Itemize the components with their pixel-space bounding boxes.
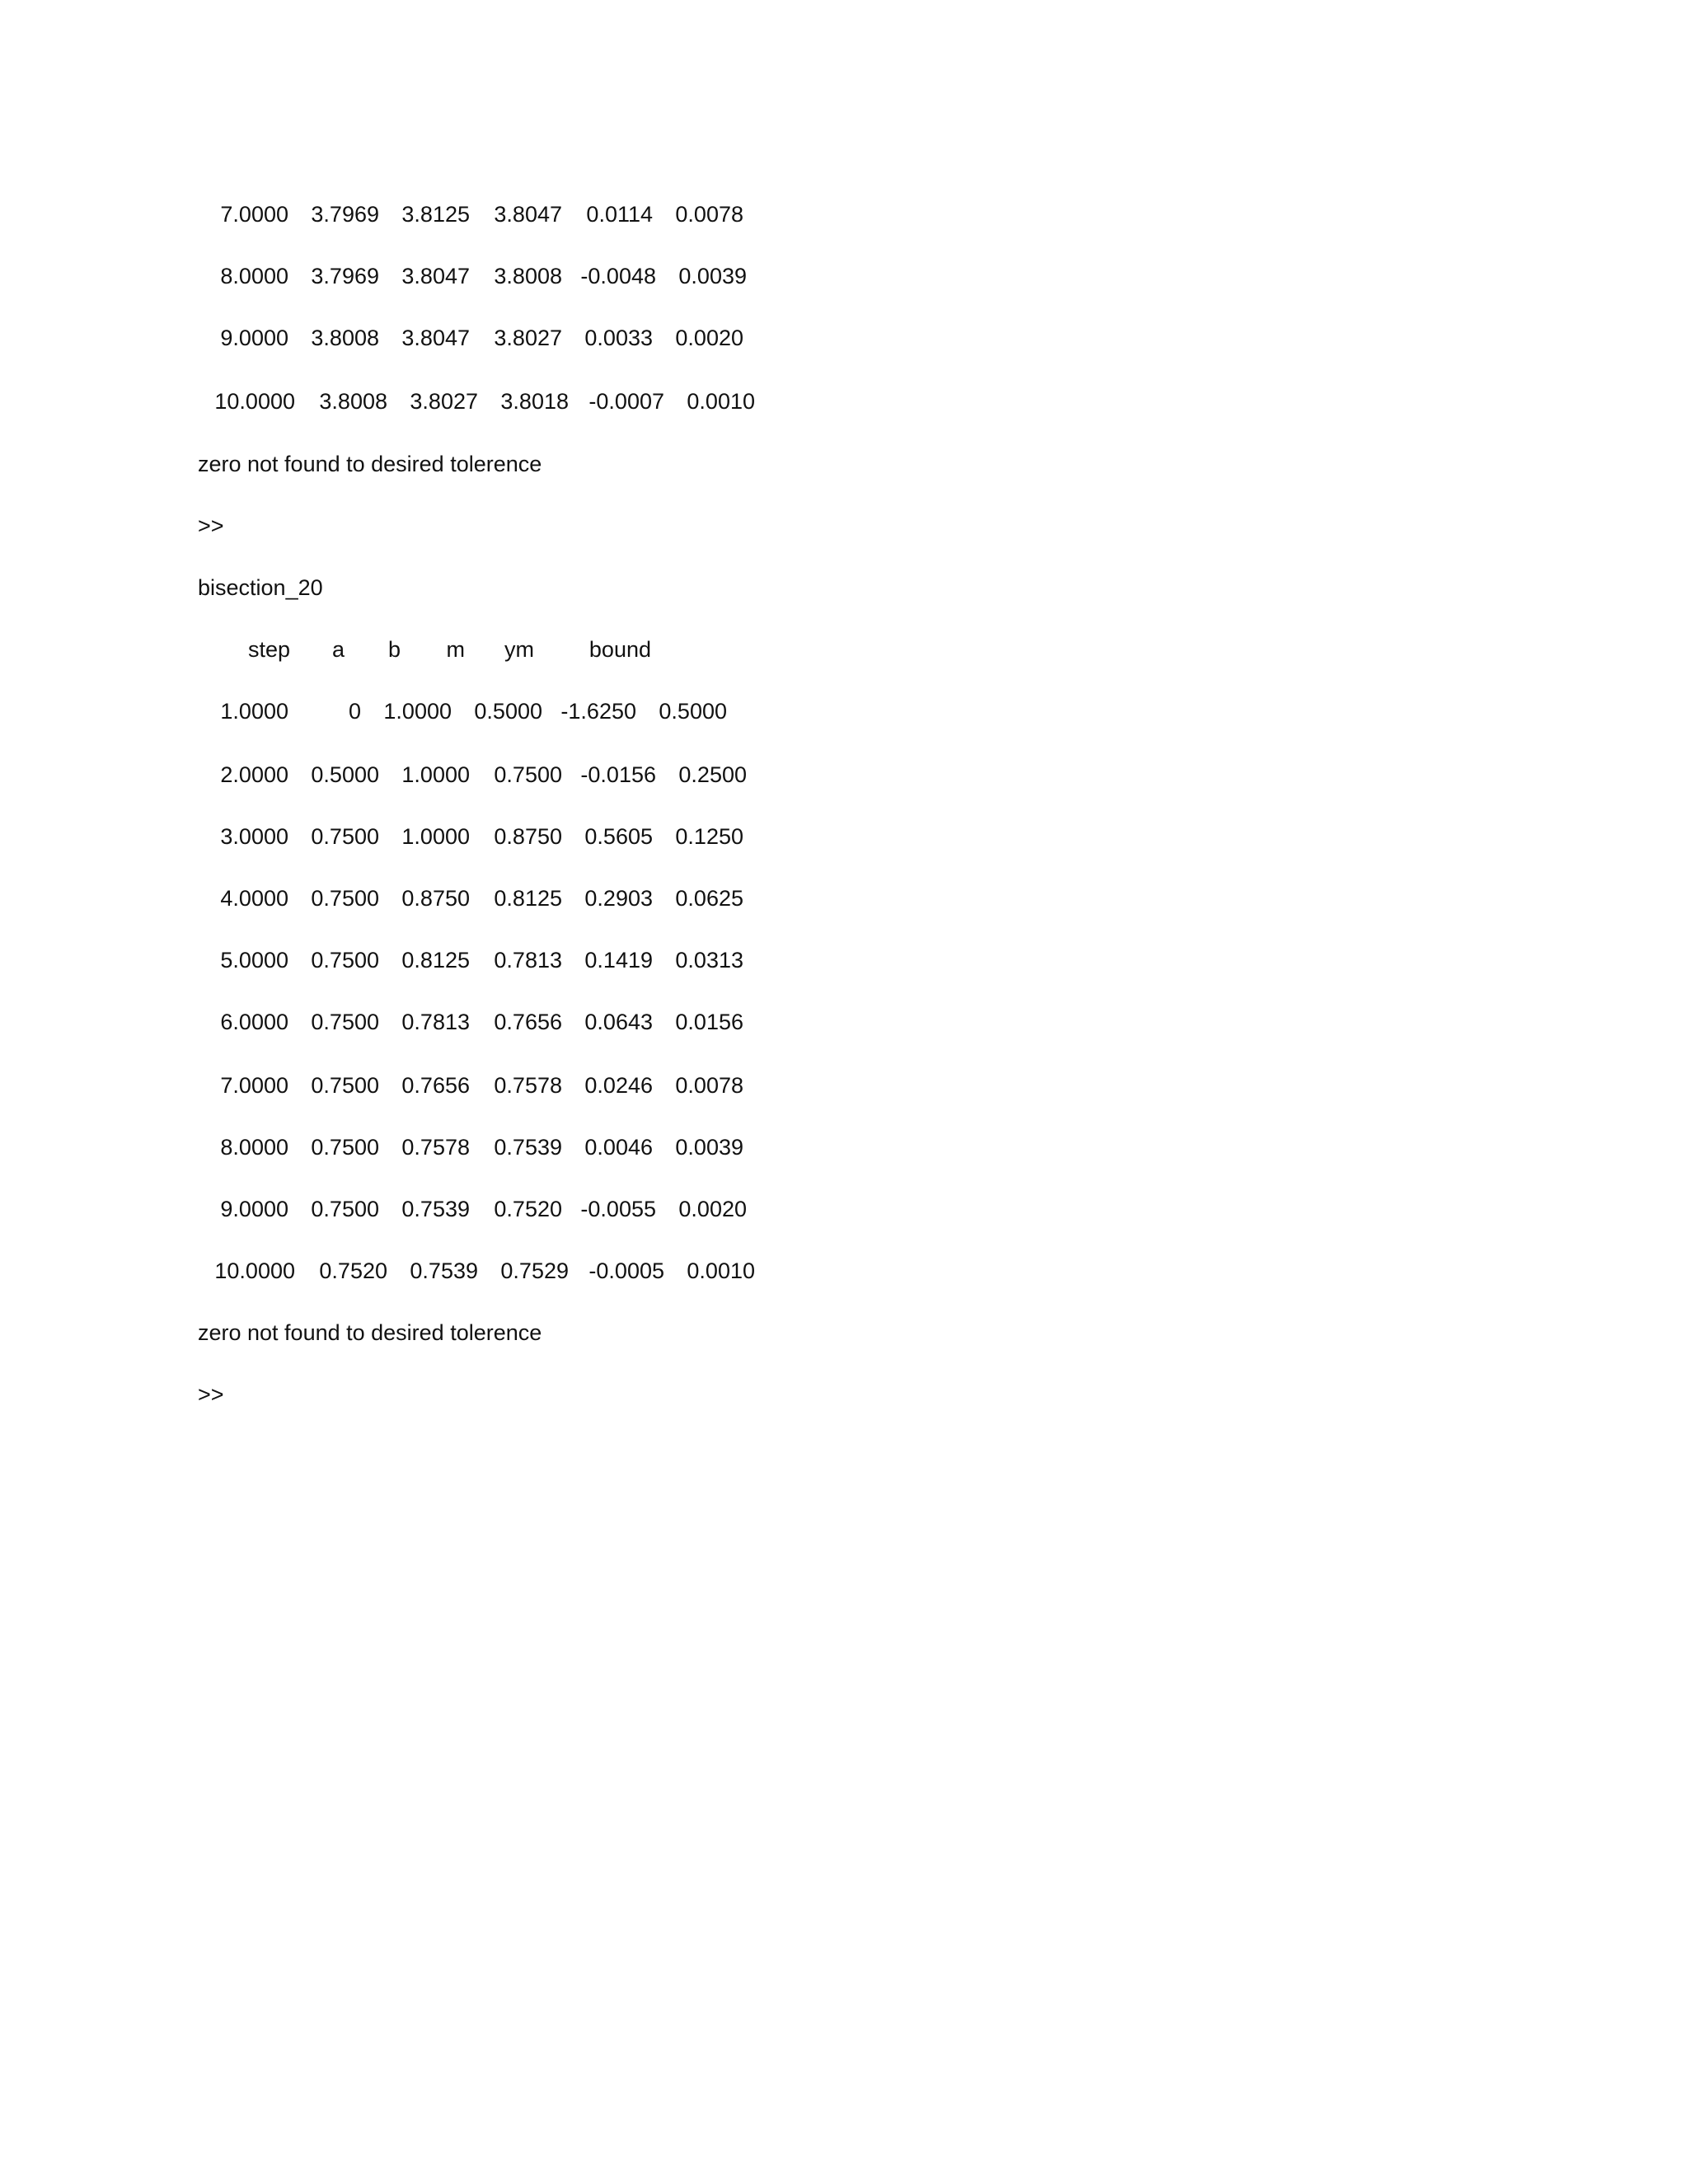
table-cell: 0.0020 — [678, 1197, 747, 1221]
table-header — [198, 633, 651, 666]
column-header: a — [331, 637, 345, 662]
table-cell: 0.0156 — [675, 1010, 743, 1034]
table-cell: 0.0313 — [675, 948, 743, 972]
table-cell: 0.7813 — [494, 948, 562, 972]
table-cell: 0.1419 — [584, 948, 653, 972]
table-cell: 8.0000 — [220, 264, 288, 288]
table-cell: 0.7529 — [500, 1258, 569, 1283]
table-cell: 0.0039 — [675, 1135, 743, 1160]
table-row — [198, 1069, 743, 1102]
table-cell: 0.0625 — [675, 886, 743, 911]
table-cell: 0.5000 — [311, 762, 379, 787]
table-cell: 0.0046 — [584, 1135, 653, 1160]
table-cell: -0.0007 — [588, 389, 664, 414]
table-cell: 0.7500 — [311, 1197, 379, 1221]
table-cell: 9.0000 — [220, 326, 288, 350]
prompt-text: >> — [198, 513, 224, 538]
table-cell: 1.0000 — [383, 699, 452, 724]
table-cell: 0.5605 — [584, 824, 653, 849]
table-row — [198, 321, 743, 354]
table-cell: 3.0000 — [220, 824, 288, 849]
column-header: ym — [504, 637, 534, 662]
table-cell: -0.0055 — [580, 1197, 656, 1221]
table-cell: 0 — [348, 699, 361, 724]
column-header: b — [387, 637, 401, 662]
table-cell: 0.2500 — [678, 762, 747, 787]
table-cell: 3.8047 — [494, 202, 562, 227]
table-cell: 1.0000 — [401, 824, 470, 849]
table-cell: 0.7539 — [494, 1135, 562, 1160]
table-cell: 0.0010 — [687, 389, 755, 414]
table-cell: 3.7969 — [311, 202, 379, 227]
table-cell: 2.0000 — [220, 762, 288, 787]
table-cell: 1.0000 — [220, 699, 288, 724]
table-row — [198, 260, 747, 293]
table-cell: 0.7520 — [319, 1258, 387, 1283]
column-header: step — [247, 637, 290, 662]
table-row — [198, 820, 743, 853]
table-cell: 0.0114 — [586, 202, 653, 227]
table-cell: 3.8047 — [401, 326, 470, 350]
column-header: bound — [588, 637, 651, 662]
table-row — [198, 695, 727, 728]
table-row — [198, 1193, 747, 1226]
table-cell: 1.0000 — [401, 762, 470, 787]
table-cell: 0.8750 — [494, 824, 562, 849]
table-cell: 0.7500 — [494, 762, 562, 787]
command-prompt — [198, 1378, 223, 1411]
table-cell: 0.7520 — [494, 1197, 562, 1221]
table-cell: 0.8750 — [401, 886, 470, 911]
table-row — [198, 385, 755, 418]
status-message — [198, 1316, 542, 1349]
table-cell: 0.7539 — [410, 1258, 478, 1283]
table-cell: 0.0078 — [675, 1073, 743, 1098]
table-cell: -0.0156 — [580, 762, 656, 787]
command-text: bisection_20 — [198, 575, 323, 600]
table-cell: 0.7656 — [494, 1010, 562, 1034]
table-cell: 0.0078 — [675, 202, 743, 227]
table-cell: 0.7500 — [311, 1073, 379, 1098]
table-cell: 7.0000 — [220, 202, 288, 227]
table-row — [198, 944, 743, 977]
table-cell: 0.0643 — [584, 1010, 653, 1034]
table-cell: 4.0000 — [220, 886, 288, 911]
table-cell: 3.8008 — [494, 264, 562, 288]
table-cell: 10.0000 — [214, 389, 295, 414]
message-text: zero not found to desired tolerence — [198, 1320, 542, 1345]
table-row — [198, 1131, 743, 1164]
table-cell: 9.0000 — [220, 1197, 288, 1221]
table-cell: 0.8125 — [494, 886, 562, 911]
table-cell: 0.7813 — [401, 1010, 470, 1034]
table-cell: 0.0033 — [584, 326, 653, 350]
table-cell: 0.5000 — [659, 699, 727, 724]
table-row — [198, 198, 743, 231]
table-cell: 3.8008 — [311, 326, 379, 350]
table-cell: -0.0005 — [588, 1258, 664, 1283]
status-message — [198, 448, 542, 480]
table-cell: 0.0039 — [678, 264, 747, 288]
table-cell: 0.7500 — [311, 1010, 379, 1034]
table-cell: 0.1250 — [675, 824, 743, 849]
table-cell: 6.0000 — [220, 1010, 288, 1034]
table-cell: -1.6250 — [560, 699, 636, 724]
table-cell: 0.7500 — [311, 1135, 379, 1160]
table-cell: 7.0000 — [220, 1073, 288, 1098]
table-cell: -0.0048 — [580, 264, 656, 288]
table-cell: 0.7539 — [401, 1197, 470, 1221]
table-cell: 8.0000 — [220, 1135, 288, 1160]
table-row — [198, 882, 743, 915]
table-cell: 3.8027 — [410, 389, 478, 414]
prompt-text: >> — [198, 1382, 224, 1407]
table-cell: 0.7578 — [494, 1073, 562, 1098]
message-text: zero not found to desired tolerence — [198, 452, 542, 476]
table-cell: 0.7500 — [311, 886, 379, 911]
table-row — [198, 758, 747, 791]
table-cell: 0.7500 — [311, 824, 379, 849]
table-cell: 0.0020 — [675, 326, 743, 350]
command-prompt — [198, 509, 223, 542]
table-cell: 3.8018 — [500, 389, 569, 414]
table-cell: 3.8047 — [401, 264, 470, 288]
table-cell: 0.0010 — [687, 1258, 755, 1283]
table-cell: 10.0000 — [214, 1258, 295, 1283]
command-line — [198, 571, 323, 604]
table-cell: 3.7969 — [311, 264, 379, 288]
table-cell: 3.8125 — [401, 202, 470, 227]
table-cell: 0.2903 — [584, 886, 653, 911]
table-row — [198, 1254, 755, 1287]
table-cell: 0.0246 — [584, 1073, 653, 1098]
table-cell: 0.5000 — [474, 699, 542, 724]
table-cell: 0.7578 — [401, 1135, 470, 1160]
table-cell: 0.7500 — [311, 948, 379, 972]
table-cell: 3.8027 — [494, 326, 562, 350]
table-cell: 0.8125 — [401, 948, 470, 972]
table-cell: 0.7656 — [401, 1073, 470, 1098]
table-cell: 3.8008 — [319, 389, 387, 414]
column-header: m — [446, 637, 465, 662]
table-row — [198, 1005, 743, 1038]
table-cell: 5.0000 — [220, 948, 288, 972]
